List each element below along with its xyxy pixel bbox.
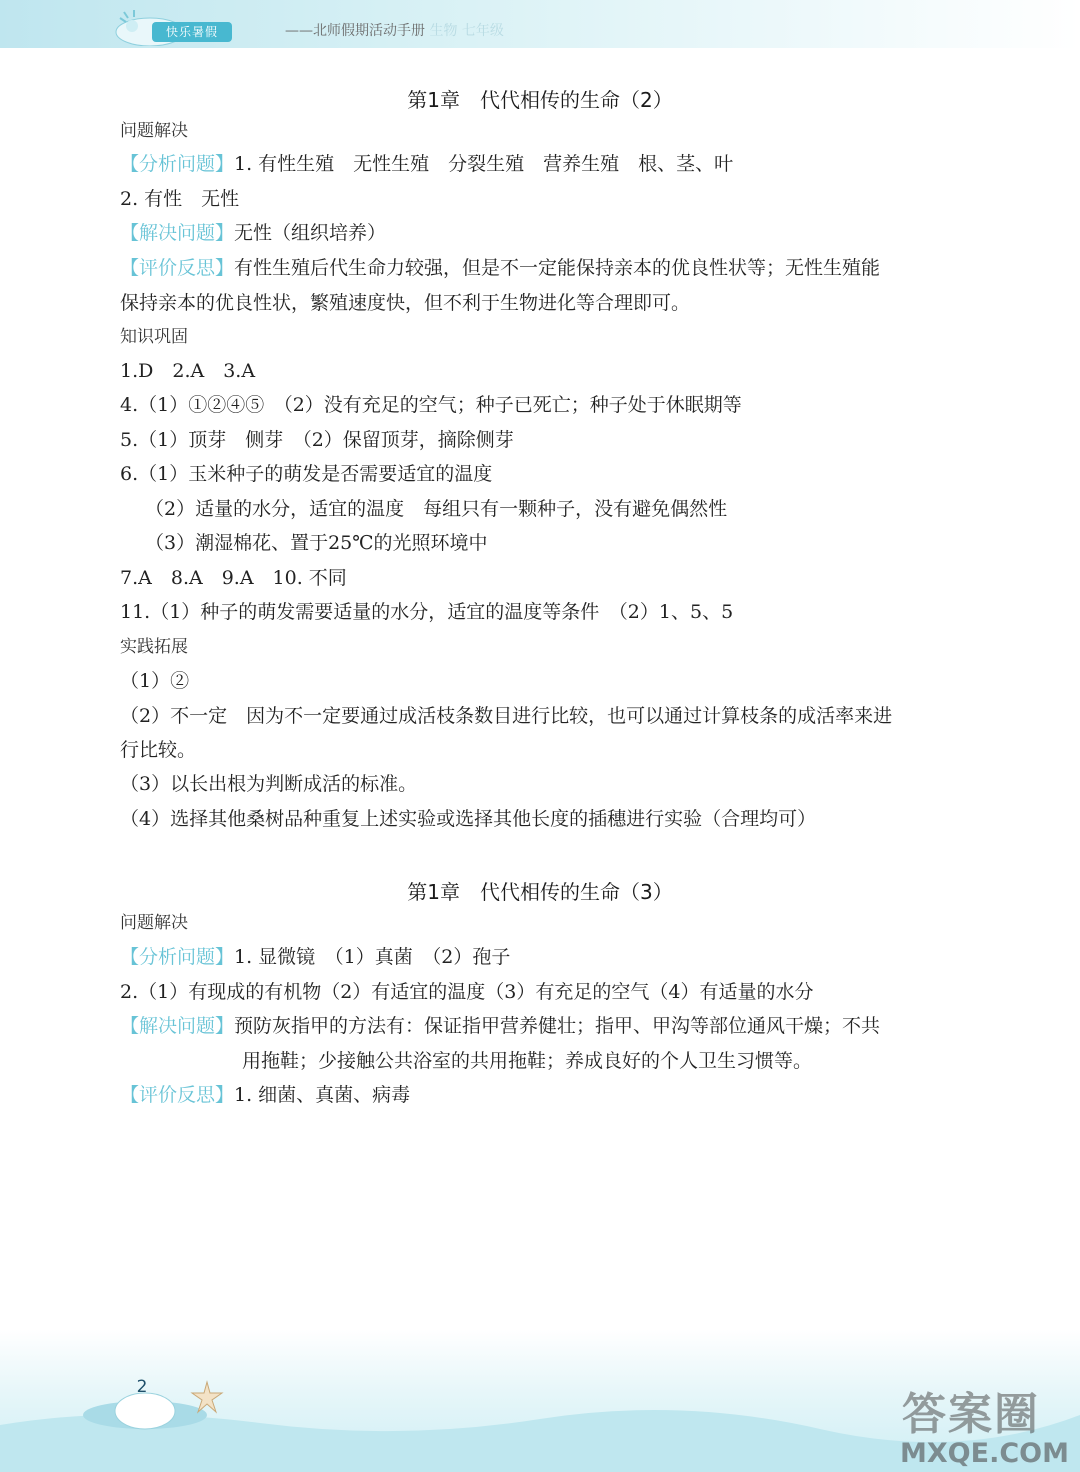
analyze-text: 1. 有性生殖 无性生殖 分裂生殖 营养生殖 根、茎、叶 [234, 153, 734, 175]
chapter-title-2: 第1章 代代相传的生命（2） [407, 88, 673, 112]
section-heading: 问题解决 [120, 913, 188, 933]
analyze-tag: 【分析问题】 [120, 946, 235, 968]
answer-line: （2）不一定 因为不一定要通过成活枝条数目进行比较，也可以通过计算枝条的成活率来进 [120, 705, 893, 727]
solve-tag: 【解决问题】 [120, 222, 235, 244]
answer-line: （3）以长出根为判断成活的标准。 [120, 773, 418, 795]
analyze-line [120, 151, 733, 177]
evaluate-line [120, 255, 880, 281]
answer-line: 2. 有性 无性 [120, 188, 240, 210]
watermark-text: 答案圈 [902, 1389, 1040, 1440]
header-logo [110, 6, 270, 46]
solve-text: 无性（组织培养） [234, 222, 387, 244]
solve-text: 预防灰指甲的方法有：保证指甲营养健壮；指甲、甲沟等部位通风干燥；不共 [234, 1015, 881, 1037]
logo-badge: 快乐暑假 [152, 22, 232, 42]
solve-line [120, 1013, 880, 1039]
header-subtitle [285, 20, 504, 40]
answer-line: （4）选择其他桑树品种重复上述实验或选择其他长度的插穗进行实验（合理均可） [120, 808, 817, 830]
chapter-title-3: 第1章 代代相传的生命（3） [407, 880, 673, 904]
evaluate-text: 有性生殖后代生命力较强，但是不一定能保持亲本的优良性状等；无性生殖能 [234, 257, 881, 279]
answer-line: 6.（1）玉米种子的萌发是否需要适宜的温度 [120, 463, 493, 485]
answer-line: 1.D 2.A 3.A [120, 360, 256, 382]
evaluate-line [120, 1082, 410, 1108]
header-subtitle-main: ——北师假期活动手册 [285, 23, 425, 39]
section-heading: 知识巩固 [120, 327, 188, 347]
answer-line: （1）② [120, 670, 190, 692]
page-number: 2 [136, 1377, 148, 1397]
answer-line: 2.（1）有现成的有机物（2）有适宜的温度（3）有充足的空气（4）有适量的水分 [120, 981, 814, 1003]
section-heading: 问题解决 [120, 121, 188, 141]
evaluate-tag: 【评价反思】 [120, 257, 235, 279]
evaluate-line-cont: 保持亲本的优良性状，繁殖速度快，但不利于生物进化等合理即可。 [120, 292, 691, 314]
evaluate-tag: 【评价反思】 [120, 1084, 235, 1106]
header-subtitle-faint: 生物 七年级 [429, 23, 504, 39]
answer-line: 行比较。 [120, 739, 197, 761]
evaluate-text: 1. 细菌、真菌、病毒 [234, 1084, 411, 1106]
answer-line: （2）适量的水分，适宜的温度 每组只有一颗种子，没有避免偶然性 [145, 498, 728, 520]
section-heading: 实践拓展 [120, 637, 188, 657]
solve-tag: 【解决问题】 [120, 1015, 235, 1037]
watermark [880, 1378, 1080, 1472]
solve-line-cont: 用拖鞋；少接触公共浴室的共用拖鞋；养成良好的个人卫生习惯等。 [242, 1050, 813, 1072]
starfish-icon [190, 1380, 224, 1414]
solve-line [120, 220, 386, 246]
answer-line: 4.（1）①②④⑤ （2）没有充足的空气；种子已死亡；种子处于休眠期等 [120, 394, 742, 416]
analyze-line [120, 944, 510, 970]
answer-line: 7.A 8.A 9.A 10. 不同 [120, 567, 347, 589]
analyze-text: 1. 显微镜 （1）真菌 （2）孢子 [234, 946, 511, 968]
watermark-url: MXQE.COM [900, 1438, 1069, 1469]
answer-line: 5.（1）顶芽 侧芽 （2）保留顶芽，摘除侧芽 [120, 429, 514, 451]
analyze-tag: 【分析问题】 [120, 153, 235, 175]
answer-line: 11.（1）种子的萌发需要适量的水分，适宜的温度等条件 （2）1、5、5 [120, 601, 734, 623]
answer-line: （3）潮湿棉花、置于25℃的光照环境中 [145, 532, 488, 554]
